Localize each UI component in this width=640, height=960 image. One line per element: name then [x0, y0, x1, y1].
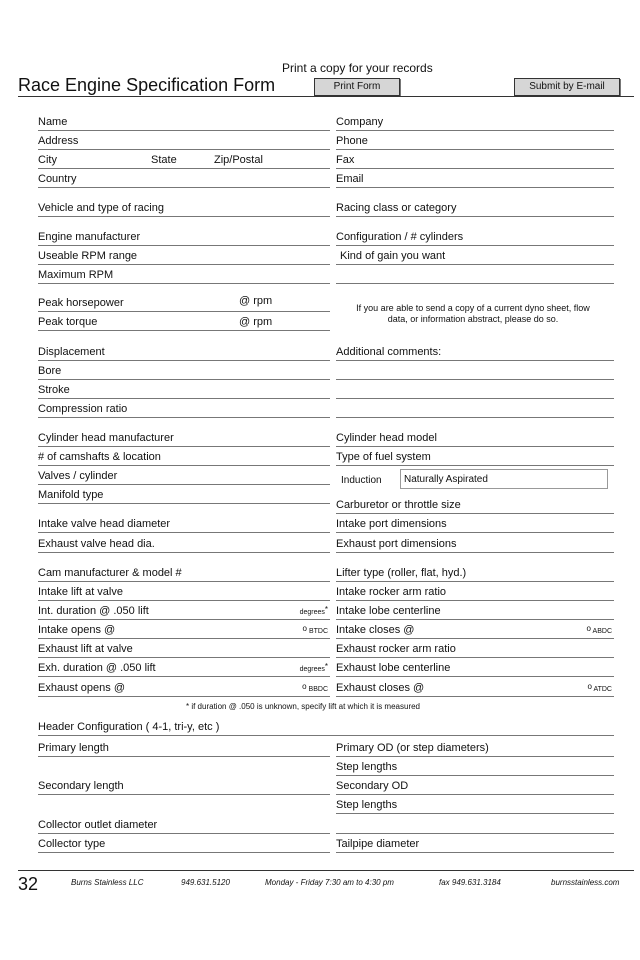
step-lengths-field-2[interactable]: Step lengths — [336, 795, 614, 814]
blank-line[interactable] — [336, 815, 614, 834]
fax-field[interactable]: Fax — [336, 150, 614, 169]
name-field[interactable]: Name — [38, 112, 330, 131]
intake-port-field[interactable]: Intake port dimensions — [336, 514, 614, 533]
degrees-unit: degrees* — [299, 662, 328, 673]
form-title: Race Engine Specification Form — [18, 75, 276, 95]
fuel-system-field[interactable]: Type of fuel system — [336, 447, 614, 466]
secondary-length-field[interactable]: Secondary length — [38, 776, 330, 795]
country-field[interactable]: Country — [38, 169, 330, 188]
carburetor-field[interactable]: Carburetor or throttle size — [336, 495, 614, 514]
step-lengths-field[interactable]: Step lengths — [336, 757, 614, 776]
bbdc-unit: $^o$ BBDC — [302, 682, 328, 693]
gain-extra-line[interactable] — [336, 265, 614, 284]
exhaust-closes-field[interactable]: Exhaust closes @ $^o$ ATDC — [336, 678, 614, 697]
footer-hours: Monday - Friday 7:30 am to 4:30 pm — [265, 878, 394, 887]
exhaust-rocker-field[interactable]: Exhaust rocker arm ratio — [336, 639, 614, 658]
manifold-field[interactable]: Manifold type — [38, 485, 330, 504]
footer-divider — [18, 870, 634, 871]
intake-opens-field[interactable]: Intake opens @ $^o$ BTDC — [38, 620, 330, 639]
comments-line-3[interactable] — [336, 380, 614, 399]
footer-website: burnsstainless.com — [551, 878, 620, 887]
displacement-field[interactable]: Displacement — [38, 342, 330, 361]
exhaust-valve-dia-field[interactable]: Exhaust valve head dia. — [38, 534, 330, 553]
intake-rocker-field[interactable]: Intake rocker arm ratio — [336, 582, 614, 601]
dyno-note: If you are able to send a copy of a current dyno sheet, flow data, or information abstract, please do so. — [356, 303, 590, 324]
email-field[interactable]: Email — [336, 169, 614, 188]
exh-duration-field[interactable]: Exh. duration @ .050 lift degrees* — [38, 658, 330, 677]
page-number: 32 — [18, 874, 39, 894]
exhaust-opens-field[interactable]: Exhaust opens @ $^o$ BBDC — [38, 678, 330, 697]
int-duration-field[interactable]: Int. duration @ .050 lift degrees* — [38, 601, 330, 620]
comments-line-2[interactable] — [336, 361, 614, 380]
degrees-unit: degrees* — [299, 605, 328, 616]
footer-phone: 949.631.5120 — [181, 878, 230, 887]
cam-manufacturer-field[interactable]: Cam manufacturer & model # — [38, 563, 330, 582]
racing-class-field[interactable]: Racing class or category — [336, 198, 614, 217]
peak-torque-field[interactable]: Peak torque @ rpm — [38, 312, 330, 331]
abdc-unit: $^o$ ABDC — [586, 624, 612, 635]
peak-horsepower-field[interactable]: Peak horsepower @ rpm — [38, 293, 330, 312]
footer-fax: fax 949.631.3184 — [439, 878, 501, 887]
intake-valve-dia-field[interactable]: Intake valve head diameter — [38, 514, 330, 533]
header-divider — [18, 96, 634, 97]
vehicle-field[interactable]: Vehicle and type of racing — [38, 198, 330, 217]
address-field[interactable]: Address — [38, 131, 330, 150]
company-field[interactable]: Company — [336, 112, 614, 131]
intake-lobe-field[interactable]: Intake lobe centerline — [336, 601, 614, 620]
tailpipe-field[interactable]: Tailpipe diameter — [336, 834, 614, 853]
city-state-zip-field[interactable]: City State Zip/Postal — [38, 150, 330, 169]
collector-type-field[interactable]: Collector type — [38, 834, 330, 853]
exhaust-lift-field[interactable]: Exhaust lift at valve — [38, 639, 330, 658]
btdc-unit: $^o$ BTDC — [302, 624, 328, 635]
rpm-range-field[interactable]: Useable RPM range — [38, 246, 330, 265]
secondary-od-field[interactable]: Secondary OD — [336, 776, 614, 795]
collector-outlet-field[interactable]: Collector outlet diameter — [38, 815, 330, 834]
duration-footnote: * if duration @ .050 is unknown, specify lift at which it is measured — [186, 702, 421, 711]
induction-select[interactable]: Naturally Aspirated — [400, 469, 608, 489]
stroke-field[interactable]: Stroke — [38, 380, 330, 399]
atdc-unit: $^o$ ATDC — [587, 682, 612, 693]
intake-closes-field[interactable]: Intake closes @ $^o$ ABDC — [336, 620, 614, 639]
camshafts-field[interactable]: # of camshafts & location — [38, 447, 330, 466]
max-rpm-field[interactable]: Maximum RPM — [38, 265, 330, 284]
induction-label: Induction — [341, 475, 382, 486]
exhaust-lobe-field[interactable]: Exhaust lobe centerline — [336, 658, 614, 677]
print-form-button[interactable]: Print Form — [314, 78, 400, 96]
intake-lift-field[interactable]: Intake lift at valve — [38, 582, 330, 601]
engine-manufacturer-field[interactable]: Engine manufacturer — [38, 227, 330, 246]
exhaust-port-field[interactable]: Exhaust port dimensions — [336, 534, 614, 553]
submit-email-button[interactable]: Submit by E-mail — [514, 78, 620, 96]
print-note: Print a copy for your records — [282, 61, 433, 75]
head-model-field[interactable]: Cylinder head model — [336, 428, 614, 447]
comments-field[interactable]: Additional comments: — [336, 342, 614, 361]
comments-line-4[interactable] — [336, 399, 614, 418]
compression-field[interactable]: Compression ratio — [38, 399, 330, 418]
primary-od-field[interactable]: Primary OD (or step diameters) — [336, 738, 614, 757]
gain-field[interactable]: Kind of gain you want — [336, 246, 614, 265]
phone-field[interactable]: Phone — [336, 131, 614, 150]
configuration-field[interactable]: Configuration / # cylinders — [336, 227, 614, 246]
lifter-type-field[interactable]: Lifter type (roller, flat, hyd.) — [336, 563, 614, 582]
bore-field[interactable]: Bore — [38, 361, 330, 380]
head-manufacturer-field[interactable]: Cylinder head manufacturer — [38, 428, 330, 447]
header-config-field[interactable]: Header Configuration ( 4-1, tri-y, etc ) — [38, 717, 614, 736]
primary-length-field[interactable]: Primary length — [38, 738, 330, 757]
valves-field[interactable]: Valves / cylinder — [38, 466, 330, 485]
footer-company: Burns Stainless LLC — [71, 878, 144, 887]
